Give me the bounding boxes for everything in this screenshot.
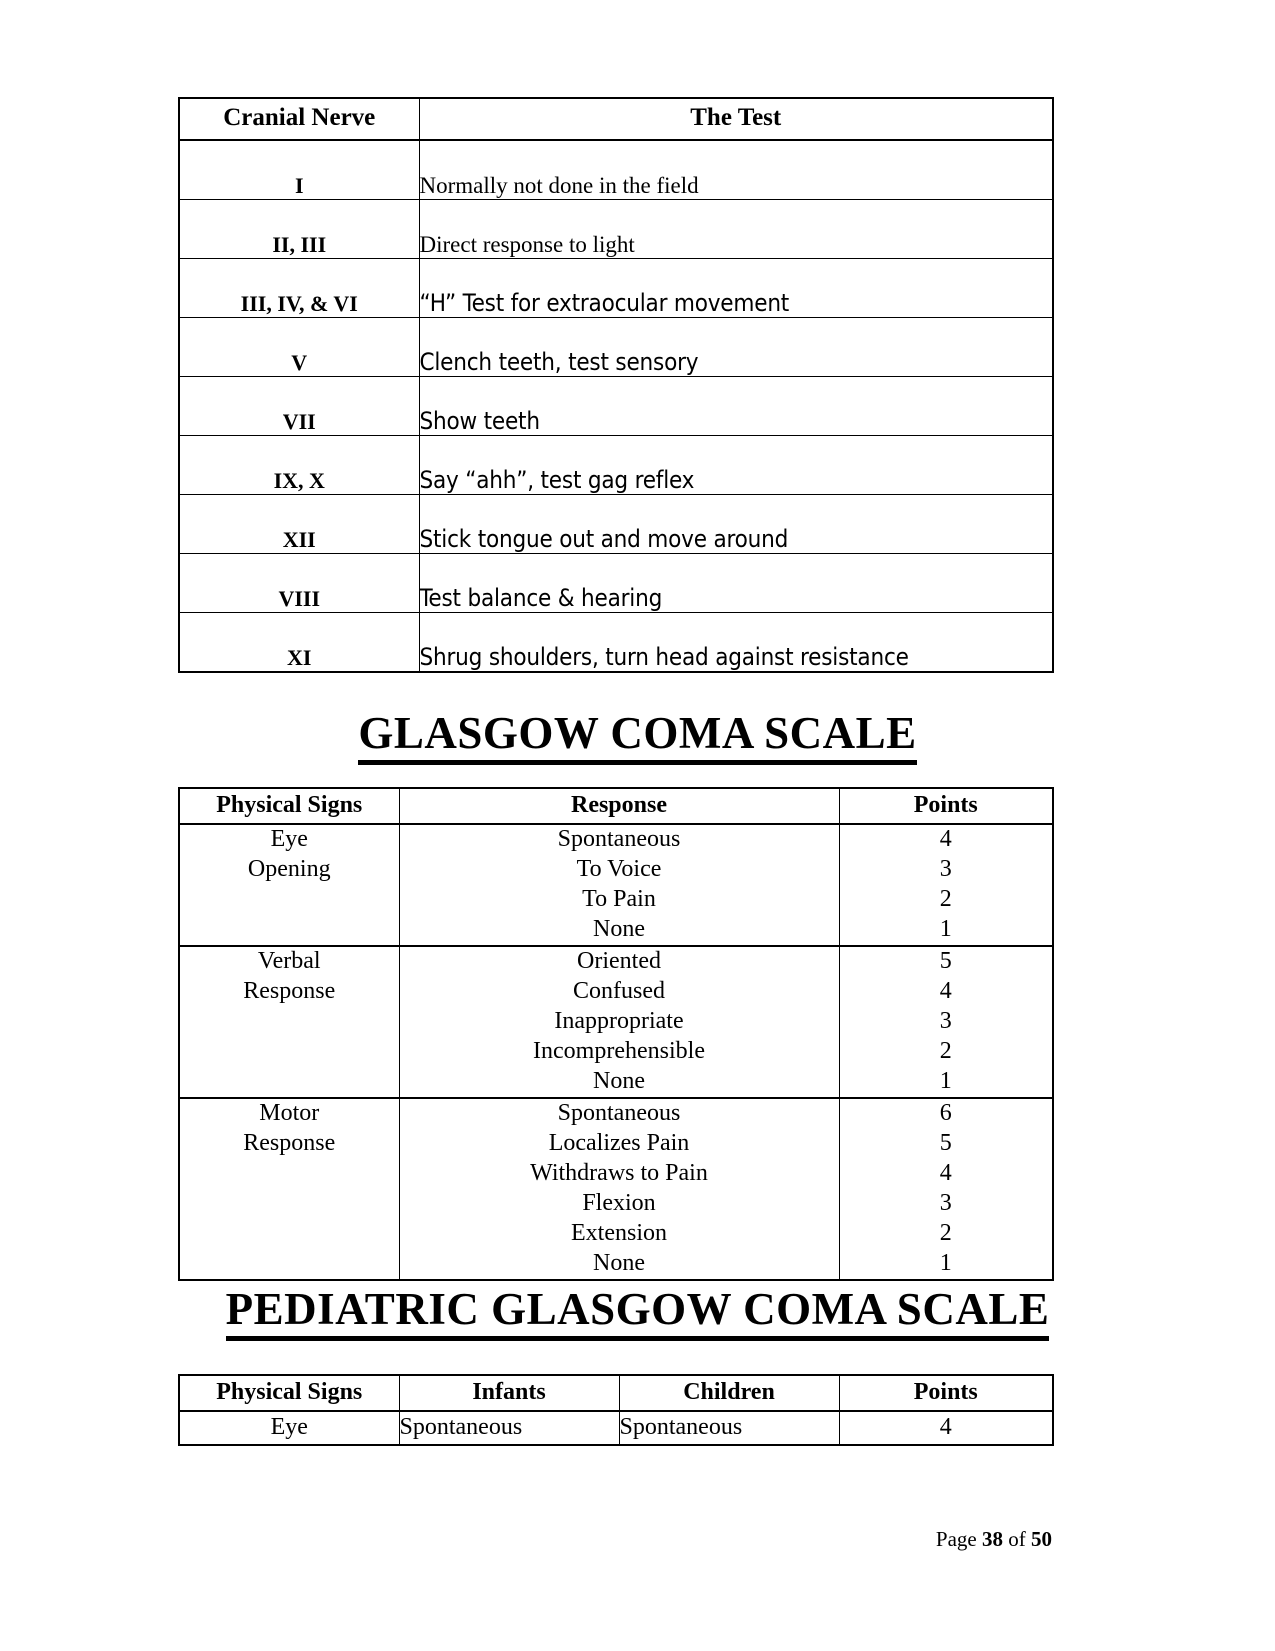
glasgow-coma-scale-title [0,707,1275,759]
cell-points: 2 [839,1219,1053,1249]
column-header-response: Response [399,788,839,824]
table-row [179,855,1053,885]
table-row [179,1159,1053,1189]
cell-points: 5 [839,1129,1053,1159]
cell-response: To Pain [399,885,839,915]
column-header-points: Points [839,1375,1053,1411]
cell-nerve: I [179,140,419,200]
cell-points: 3 [839,1007,1053,1037]
table-row [179,1037,1053,1067]
cell-points: 4 [839,824,1053,855]
cell-physical-sign: Motor [179,1098,399,1129]
cell-response: Oriented [399,946,839,977]
cell-nerve: VIII [179,554,419,613]
cell-physical-sign [179,1007,399,1037]
cell-physical-sign [179,915,399,946]
column-header-points: Points [839,788,1053,824]
cell-points: 4 [839,977,1053,1007]
cell-children: Spontaneous [619,1411,839,1445]
cell-points: 2 [839,885,1053,915]
cell-response: None [399,915,839,946]
cell-test: Clench teeth, test sensory [419,318,1053,377]
cell-physical-sign [179,1067,399,1098]
cell-test: Direct response to light [419,200,1053,259]
cell-points: 3 [839,1189,1053,1219]
pediatric-glasgow-coma-scale-table [178,1374,1054,1446]
column-header-infants: Infants [399,1375,619,1411]
cell-test: Shrug shoulders, turn head against resistance [419,613,1053,673]
table-row [179,977,1053,1007]
pediatric-glasgow-coma-scale-title-text: PEDIATRIC GLASGOW COMA SCALE [226,1284,1050,1341]
glasgow-coma-scale-table [178,787,1054,1281]
table-row [179,1129,1053,1159]
column-header-the-test: The Test [419,98,1053,140]
cell-points: 4 [839,1411,1053,1445]
cell-test: “H” Test for extraocular movement [419,259,1053,318]
cell-physical-sign [179,1219,399,1249]
footer-page-number: 38 [982,1527,1003,1551]
glasgow-coma-scale-title-text: GLASGOW COMA SCALE [358,708,916,765]
cell-physical-sign: Verbal [179,946,399,977]
cell-response: To Voice [399,855,839,885]
cell-physical-sign [179,1037,399,1067]
footer-middle: of [1003,1527,1031,1551]
cell-physical-sign: Opening [179,855,399,885]
cell-points: 1 [839,1249,1053,1280]
table-row [179,1189,1053,1219]
table-header-row [179,1375,1053,1411]
table-row [179,554,1053,613]
cell-response: Withdraws to Pain [399,1159,839,1189]
cell-points: 1 [839,915,1053,946]
column-header-physical-signs: Physical Signs [179,1375,399,1411]
page-footer [0,1527,1052,1552]
cell-test: Normally not done in the field [419,140,1053,200]
column-header-children: Children [619,1375,839,1411]
cell-response: Localizes Pain [399,1129,839,1159]
cell-nerve: VII [179,377,419,436]
cell-response: Confused [399,977,839,1007]
cell-nerve: V [179,318,419,377]
table-row [179,885,1053,915]
table-header-row [179,788,1053,824]
table-row [179,436,1053,495]
cell-response: Extension [399,1219,839,1249]
cell-nerve: XI [179,613,419,673]
cell-test: Test balance & hearing [419,554,1053,613]
table-header-row [179,98,1053,140]
table-row [179,824,1053,855]
cell-physical-sign [179,1159,399,1189]
cell-nerve: III, IV, & VI [179,259,419,318]
table-row [179,377,1053,436]
footer-total-pages: 50 [1031,1527,1052,1551]
table-row [179,259,1053,318]
cell-nerve: XII [179,495,419,554]
column-header-cranial-nerve: Cranial Nerve [179,98,419,140]
table-row [179,495,1053,554]
table-row [179,1411,1053,1445]
cell-physical-sign: Eye [179,824,399,855]
cell-test: Show teeth [419,377,1053,436]
cell-response: Inappropriate [399,1007,839,1037]
cell-points: 1 [839,1067,1053,1098]
table-row [179,1067,1053,1098]
cell-response: None [399,1067,839,1098]
cell-points: 6 [839,1098,1053,1129]
table-row [179,946,1053,977]
cell-physical-sign [179,885,399,915]
cell-test: Stick tongue out and move around [419,495,1053,554]
cell-physical-sign: Eye [179,1411,399,1445]
cell-test: Say “ahh”, test gag reflex [419,436,1053,495]
table-row [179,1098,1053,1129]
table-row [179,1249,1053,1280]
cell-points: 4 [839,1159,1053,1189]
cell-response: Spontaneous [399,824,839,855]
table-row [179,318,1053,377]
cell-points: 3 [839,855,1053,885]
table-row [179,613,1053,673]
cell-response: Spontaneous [399,1098,839,1129]
cell-response: Flexion [399,1189,839,1219]
cell-physical-sign: Response [179,1129,399,1159]
cell-physical-sign [179,1249,399,1280]
table-row [179,200,1053,259]
pediatric-glasgow-coma-scale-title [0,1283,1275,1335]
table-row [179,1219,1053,1249]
table-row [179,140,1053,200]
cell-response: None [399,1249,839,1280]
cell-infants: Spontaneous [399,1411,619,1445]
table-row [179,1007,1053,1037]
cell-points: 2 [839,1037,1053,1067]
cell-nerve: IX, X [179,436,419,495]
column-header-physical-signs: Physical Signs [179,788,399,824]
cell-physical-sign: Response [179,977,399,1007]
cell-physical-sign [179,1189,399,1219]
cell-nerve: II, III [179,200,419,259]
footer-prefix: Page [935,1527,982,1551]
cell-response: Incomprehensible [399,1037,839,1067]
table-row [179,915,1053,946]
cell-points: 5 [839,946,1053,977]
cranial-nerve-table [178,97,1054,673]
